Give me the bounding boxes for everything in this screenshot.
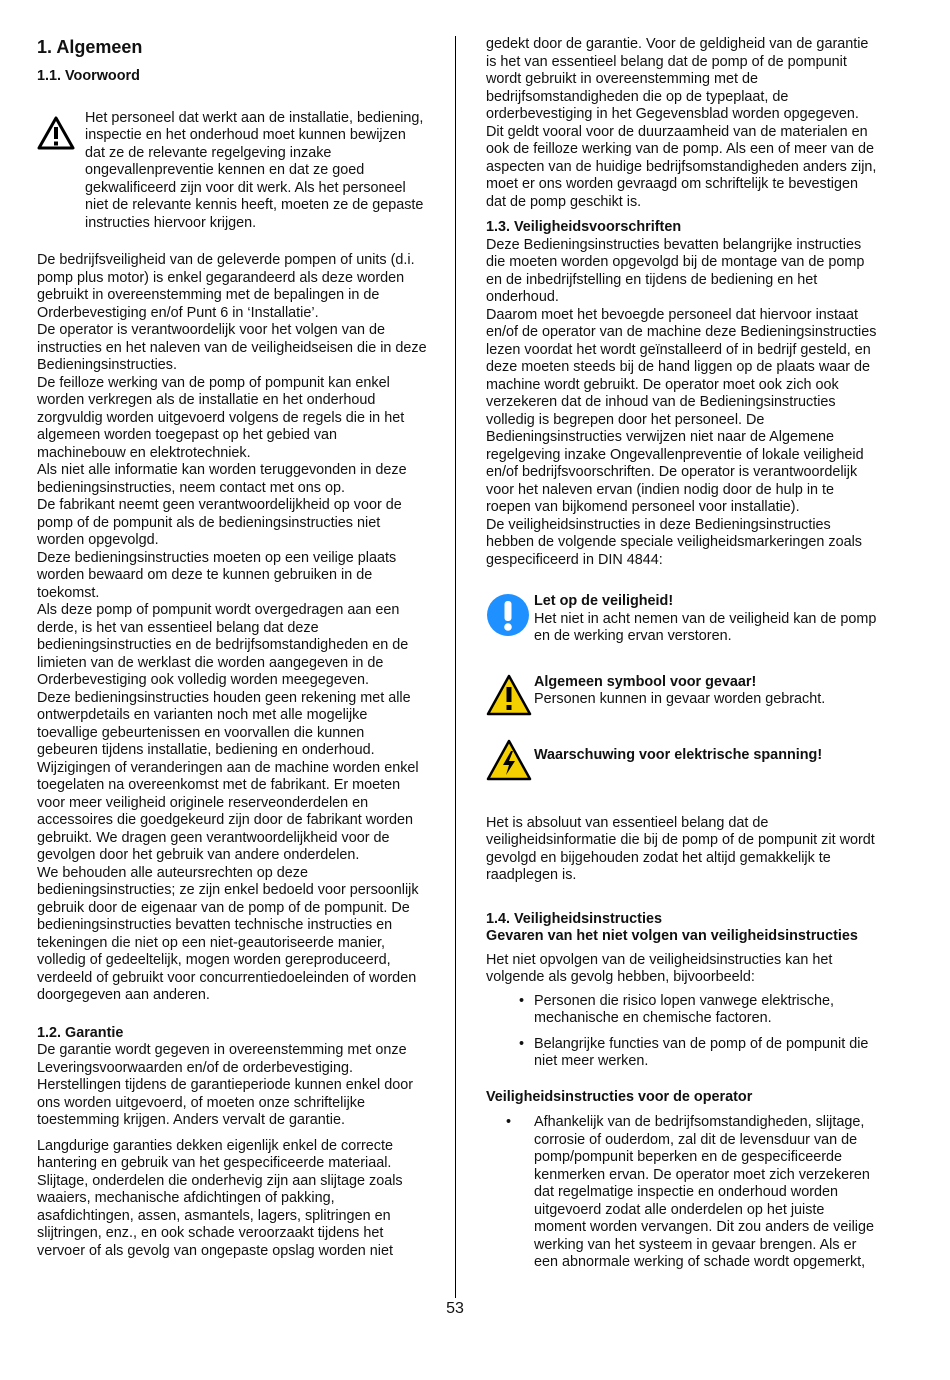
paragraph: Deze Bedieningsinstructies bevatten belangrijke instructies die moeten worden opgevolgd bij de montage van de pomp en de inbedrijfstelling en tijdens de bediening en het onderhoud. [486,236,865,305]
subheading-garantie: 1.2. Garantie [37,1024,124,1041]
paragraph: Het niet opvolgen van de veiligheidsinstructies kan het volgende als gevolg hebben, bijvoorbeeld: [486,951,833,985]
paragraph: De fabrikant neemt geen verantwoordelijkheid op voor de pomp of de pompunit als de bedieningsinstructies niet worden opgevolgd. [37,497,402,548]
list-item: • Personen die risico lopen vanwege elektrische, mechanische en chemische factoren. [519,992,834,1026]
symbol-electric [486,739,878,787]
paragraph: Wijzigingen of veranderingen aan de machine worden enkel toegelaten na overeenkomst met de fabrikant. Er moeten voor meer veiligheid originele reserveonderdelen en accessoires die goedgekeurd zijn door de fabrikant worden gebruikt. We dragen geen verantwoordelijkheid voor de gevolgen door het gebruik van andere onderdelen. [37,759,419,863]
list-item: • Belangrijke functies van de pomp of de pompunit die niet meer werken. [519,1035,869,1069]
column-divider [455,36,456,1298]
bullet-list [486,993,878,1071]
paragraph: Het is absoluut van essentieel belang dat de veiligheidsinformatie die bij de pomp of de pompunit zit wordt gevolgd en bijgehouden zodat het altijd gemakkelijk te raadplegen is. [486,814,875,883]
symbol-text: Personen kunnen in gevaar worden gebracht. [534,691,826,707]
right-column [486,36,878,1272]
subheading-gevaren: Gevaren van het niet volgen van veiligheidsinstructies [486,928,858,944]
subheading-veiligheidsvoorschriften: 1.3. Veiligheidsvoorschriften [486,219,682,235]
paragraph: We behouden alle auteursrechten op deze bedieningsinstructies; ze zijn enkel bedoeld voor persoonlijk gebruik door de eigenaar van de pomp of de pompunit. De bedieningsinstructies bevatten technische instructies en tekeningen die niet op een niet-geautoriseerde manier, volledig of gedeeltelijk, mogen worden gereproduceerd, verdeeld of gebruikt voor concurrentiedoeleinden of worden doorgegeven aan anderen. [37,864,419,1003]
paragraph: gedekt door de garantie. Voor de geldigheid van de garantie is het van essentieel belang dat de pomp of de pompunit wordt gebruikt in overeenstemming met de bedrijfsomstandigheden die op de typeplaat, de orderbevestiging in het Gegevensblad worden opgegeven. Dit geldt vooral voor de duurzaamheid van de materialen en ook de feilloze werking van de pomp. Als een of meer van de aspecten van de huidige bedrijfsomstandigheden anders zijn, moet er ons worden gevraagd om schriftelijk te bevestigen dat de pomp geschikt is. [486,36,877,210]
paragraph: Als niet alle informatie kan worden teruggevonden in deze bedieningsinstructies, neem contact met ons op. [37,462,407,496]
paragraph: Als deze pomp of pompunit wordt overgedragen aan een derde, is het van essentieel belang dat deze bedieningsinstructies en de bedrijfsomstandigheden en de limieten van de werklast die worden aangegeven in de Orderbevestiging ook volledig worden meegegeven. [37,602,409,688]
symbol-title: Algemeen symbool voor gevaar! [534,673,757,690]
paragraph: De operator is verantwoordelijk voor het volgen van de instructies en het naleven van de veiligheidseisen die in deze Bedieningsinstructies. [37,322,427,373]
electric-hazard-icon [486,739,534,787]
paragraph: Langdurige garanties dekken eigenlijk enkel de correcte hantering en gebruik van het gespecificeerde materiaal. Slijtage, onderdelen die onderhevig zijn aan slijtage zoals waaiers, mechanische afdichtingen of pakking, asafdichtingen, assen, asmantels, lagers, splitringen en slijtringen, enz., en ook schade veroorzaakt tijdens het vervoer of als gevolg van ongepaste opslag worden niet [37,1137,403,1259]
warning-text: Het personeel dat werkt aan de installatie, bediening, inspectie en het onderhoud moet kunnen bewijzen dat ze de relevante regelgeving inzake ongevallenpreventie kennen en dat ze goed gekwalificeerd zijn voor dit werk. Als het personeel niet de relevante kennis heeft, moeten ze de gepaste instructies hiervoor krijgen. [85,109,424,231]
list-item: • Afhankelijk van de bedrijfsomstandigheden, slijtage, corrosie of ouderdom, zal dit de levensduur van de pomp/pompunit beperken en de gespecificeerde kenmerken ervan. De operator moet zich verzekeren dat regelmatige inspectie en onderhoud worden uitgevoerd zodat alle onderdelen op het juiste moment worden vervangen. Dit zou anders de veilige werking van het systeem in gevaar brengen. Als er een abnormale werking of schade wordt opgemerkt, [506,1114,874,1270]
paragraph: De feilloze werking van de pomp of pompunit kan enkel worden verkregen als de installatie en het onderhoud zorgvuldig worden uitgevoerd volgens de regels die in het algemeen worden toegepast op het gebied van machinebouw en elektrotechniek. [37,374,405,461]
bullet-list [486,1114,878,1272]
symbol-danger [486,674,878,722]
paragraph: Deze bedieningsinstructies moeten op een veilige plaats worden bewaard om deze te kunnen gebruiken in de toekomst. [37,549,397,601]
symbol-title: Waarschuwing voor elektrische spanning! [534,747,823,763]
symbol-safety [486,593,878,646]
paragraph: De bedrijfsveiligheid van de geleverde pompen of units (d.i. pomp plus motor) is enkel gegarandeerd als deze worden gebruikt in overeenstemming met de bepalingen in de Orderbevestiging en/of Punt 6 in ‘Installatie’. [37,252,415,321]
left-column [37,30,429,1260]
paragraph: Deze bedieningsinstructies houden geen rekening met alle ontwerpdetails en varianten noch met alle mogelijke toevallige gebeurtenissen en voorvallen die kunnen gebeuren tijdens installatie, bediening en onderhoud. [37,689,411,758]
symbol-text: Het niet in acht nemen van de veiligheid kan de pomp en de werking ervan verstoren. [534,610,877,644]
paragraph: De garantie wordt gegeven in overeenstemming met onze Leveringsvoorwaarden en/of de orderbevestiging. Herstellingen tijdens de garantieperiode kunnen enkel door ons worden uitgevoerd, of moeten onze schriftelijke toestemming krijgen. Anders vervalt de garantie. [37,1042,414,1128]
exclamation-circle-icon [486,593,534,643]
symbol-title: Let op de veiligheid! [534,593,674,609]
subheading-operator: Veiligheidsinstructies voor de operator [486,1088,753,1105]
warning-block [37,110,429,233]
danger-triangle-icon [486,674,534,722]
paragraph: Daarom moet het bevoegde personeel dat hiervoor instaat en/of de operator van de machine deze Bedieningsinstructies lezen voordat het wordt geïnstalleerd of in bedrijf gesteld, en deze moeten steeds bij de hand liggen op de plaats waar de machine wordt gebruikt. De operator moet ook zich ook verzekeren dat de inhoud van de Bedieningsinstructies volledig is begrepen door het personeel. De Bedieningsinstructies verwijzen niet naar de Algemene regelgeving inzake Ongevallenpreventie of lokale veiligheid en/of bedrijfsvoorschriften. De operator is verantwoordelijk voor het naleven ervan (indien nodig door de hulp in te roepen van bijkomend personeel voor installatie). [486,306,877,515]
warning-triangle-icon [37,110,85,156]
paragraph: De veiligheidsinstructies in deze Bedieningsinstructies hebben de volgende speciale veiligheidsmarkeringen zoals gespecificeerd in DIN 4844: [486,516,863,568]
subheading-veiligheidsinstructies: 1.4. Veiligheidsinstructies [486,910,662,927]
section-heading-algemeen: 1. Algemeen [37,37,143,57]
subheading-voorwoord: 1.1. Voorwoord [37,68,140,84]
page-number: 53 [446,1300,464,1317]
